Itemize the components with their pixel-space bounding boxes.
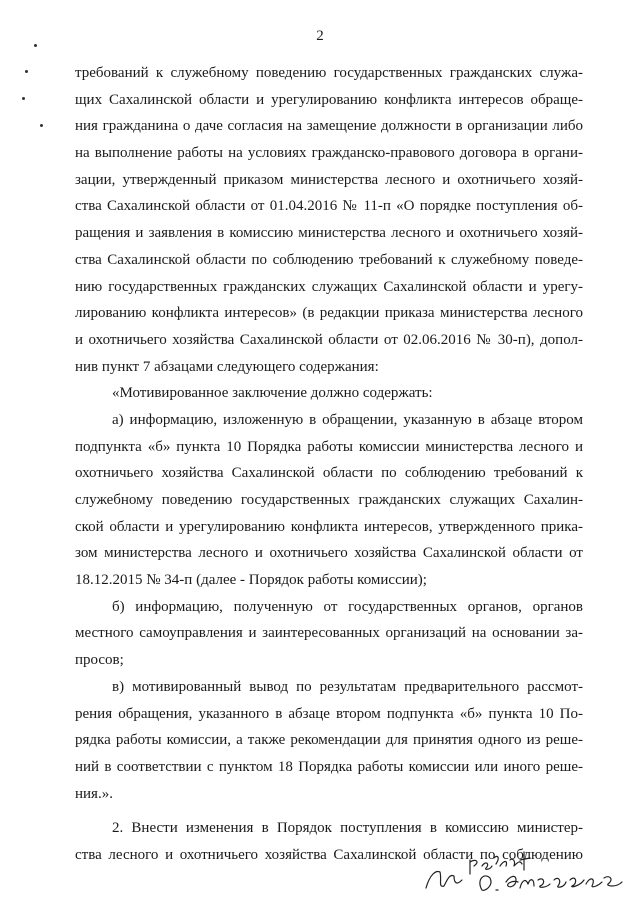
text-line: ства Сахалинской области по соблюдению требований к служебному поведе- [75,251,583,268]
text-line: рядка работы комиссии, а также рекомендации для принятия одного из реше- [75,732,583,749]
text-line: зации, утвержденный приказом министерства лесного и охотничьего хозяй- [75,171,583,188]
text-line: ния гражданина о даче согласия на замещение должности в организации либо [75,118,583,135]
margin-dot [40,124,43,127]
text-line: служебному поведению государственных гражданских служащих Сахалин- [75,492,583,508]
text-line: 18.12.2015 № 34-п (далее - Порядок работы комиссии); [75,572,427,589]
text-line: а) информацию, изложенную в обращении, указанную в абзаце втором [112,411,583,428]
text-line: ства лесного и охотничьего хозяйства Сахалинской области по соблюдению [75,846,583,863]
text-line: «Мотивированное заключение должно содержать: [112,385,433,402]
text-line: нию государственных гражданских служащих Сахалинской области и урегу- [75,278,583,295]
document-body [75,60,583,869]
text-line: в) мотивированный вывод по результатам предварительного рассмот- [112,678,583,695]
text-line: ства Сахалинской области от 01.04.2016 № 11-п «О порядке поступления об- [75,198,583,215]
text-line: щих Сахалинской области и урегулированию конфликта интересов обраще- [75,91,583,108]
text-line: ний в соответствии с пунктом 18 Порядка работы комиссии или иного реше- [75,758,583,775]
page-number: 2 [316,28,324,44]
margin-dot [22,97,25,100]
text-line: требований к служебному поведению государственных гражданских служа- [75,65,583,81]
text-line: б) информацию, полученную от государственных органов, органов [112,598,583,615]
margin-dot [25,70,28,73]
text-line: на выполнение работы на условиях гражданско-правового договора в органи- [75,145,583,162]
paragraph-gap [75,807,583,815]
text-line: ской области и урегулированию конфликта интересов, утвержденного прика- [75,518,583,535]
text-line: рения обращения, указанного в абзаце втором подпункта «б» пункта 10 По- [75,705,583,722]
text-line: просов; [75,652,124,669]
text-line: подпункта «б» пункта 10 Порядка работы комиссии министерства лесного и [75,438,583,455]
text-line: нив пункт 7 абзацами следующего содержания: [75,358,379,375]
text-line: охотничьего хозяйства Сахалинской области по соблюдению требований к [75,465,583,482]
text-line: местного самоуправления и заинтересованных организаций на основании за- [75,625,583,642]
signature-icon [420,830,630,900]
text-line: и охотничьего хозяйства Сахалинской области от 02.06.2016 № 30-п), допол- [75,331,583,348]
text-line: 2. Внести изменения в Порядок поступления в комиссию министер- [112,820,583,837]
text-line: лированию конфликта интересов» (в редакции приказа министерства лесного [75,305,583,322]
margin-dot [34,44,37,47]
text-line: ния.». [75,785,113,802]
text-line: зом министерства лесного и охотничьего хозяйства Сахалинской области от [75,545,583,562]
handwritten-signature [420,830,630,900]
text-line: ращения и заявления в комиссию министерства лесного и охотничьего хозяй- [75,225,583,242]
